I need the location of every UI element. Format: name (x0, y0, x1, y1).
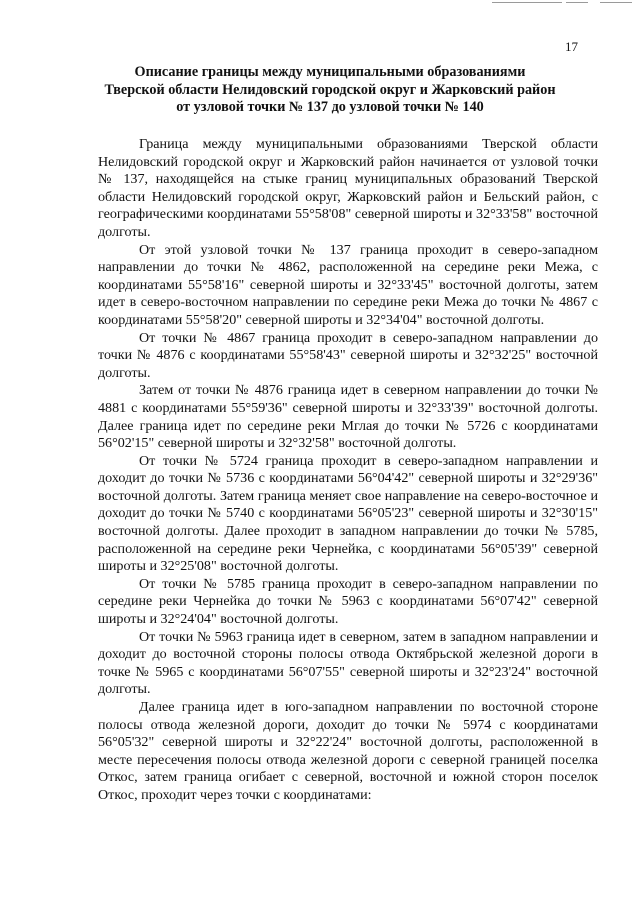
title-line-3: от узловой точки № 137 до узловой точки № 140 (176, 99, 484, 115)
paragraph: От точки № 5963 граница идет в северном, затем в западном направлении и доходит до восточной стороны полосы отвода Октябрьской железной дороги в точке № 5965 с координатами 56°07'55" северной широты и 32°23'24" восточной долготы. (98, 628, 598, 698)
paragraph: Далее граница идет в юго-западном направлении по восточной стороне полосы отвода железной дороги, доходит до точки № 5974 с координатами 56°05'32" северной широты и 32°22'24" восточной долготы, расположенной в месте пересечения полосы отвода железной дороги с северной границей поселка Откос, затем граница огибает с северной, восточной и южной сторон поселок Откос, проходит через точки с координатами: (98, 699, 598, 803)
paragraph: От точки № 5785 граница проходит в северо-западном направлении по середине реки Чернейка до точки № 5963 с координатами 56°07'42" северной широты и 32°24'04" восточной долготы. (98, 575, 598, 628)
document-body (98, 136, 598, 805)
title-line-1: Описание границы между муниципальными образованиями (134, 64, 526, 80)
title-line-2: Тверской области Нелидовский городской округ и Жарковский район (104, 81, 556, 98)
paragraph: От точки № 5724 граница проходит в северо-западном направлении и доходит до точки № 5736 с координатами 56°04'42" северной широты и 32°29'36" восточной долготы. Затем граница меняет свое направление на северо-восточное и доходит до точки № 5740 с координатами 56°05'23" северной широты и 32°30'15" восточной долготы. Далее проходит в западном направлении до точки № 5785, расположенной на середине реки Чернейка, с координатами 56°05'39" северной широты и 32°25'08" восточной долготы. (98, 452, 598, 575)
document-title (90, 64, 570, 117)
scan-edge-marks (0, 2, 640, 6)
paragraph: От точки № 4867 граница проходит в северо-западном направлении до точки № 4876 с координатами 55°58'43" северной широты и 32°32'25" восточной долготы. (98, 329, 598, 381)
paragraph: От этой узловой точки № 137 граница проходит в северо-западном направлении до точки № 4862, расположенной на середине реки Межа, с координатами 55°58'16" северной широты и 32°33'45" восточной долготы, затем идет в северо-восточном направлении по середине реки Межа до точки № 4867 с координатами 55°58'20" северной широты и 32°34'04" восточной долготы. (98, 241, 598, 328)
page-number: 17 (565, 39, 578, 54)
paragraph: Граница между муниципальными образованиями Тверской области Нелидовский городской округ и Жарковский район начинается от узловой точки № 137, находящейся на стыке границ муниципальных образований Тверской области Нелидовский городской округ, Жарковский район и Бельский район, с географическими координатами 55°58'08" северной широты и 32°33'58" восточной долготы. (98, 136, 598, 240)
paragraph: Затем от точки № 4876 граница идет в северном направлении до точки № 4881 с координатами 55°59'36" северной широты и 32°33'39" восточной долготы. Далее граница идет по середине реки Мглая до точки № 5726 с координатами 56°02'15" северной широты и 32°32'58" восточной долготы. (98, 382, 598, 452)
